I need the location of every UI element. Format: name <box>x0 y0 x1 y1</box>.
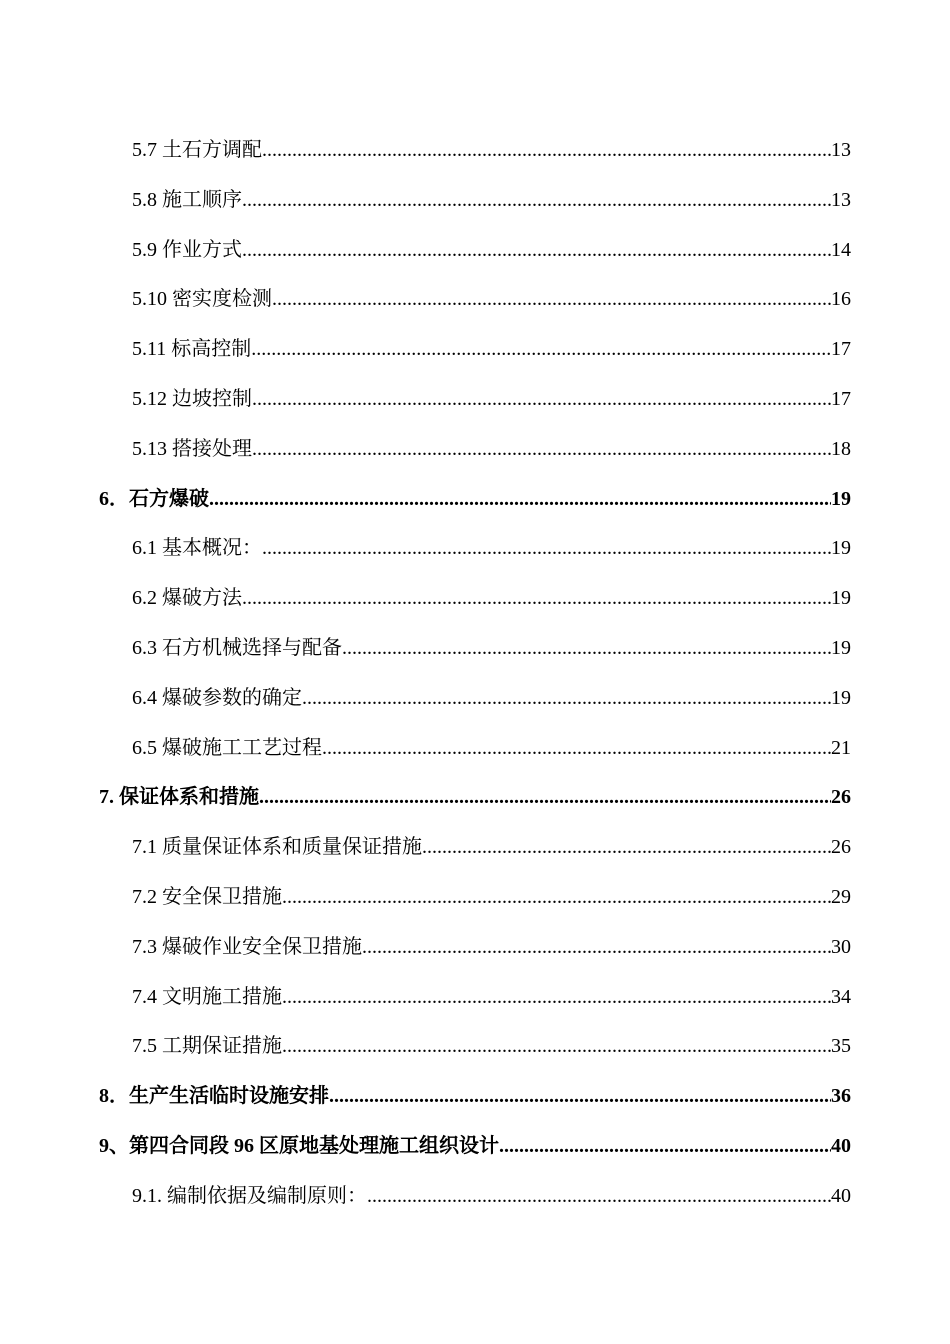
dot-leader <box>499 1122 831 1172</box>
toc-entry[interactable] <box>0 724 950 774</box>
toc-entry-page: 19 <box>831 686 851 709</box>
toc-entry-label: 6．石方爆破 <box>99 487 209 510</box>
toc-entry[interactable] <box>0 973 950 1023</box>
dot-leader <box>342 624 831 674</box>
toc-entry-page: 19 <box>831 487 851 510</box>
table-of-contents <box>0 126 950 1222</box>
dot-leader <box>242 574 831 624</box>
toc-entry-page: 40 <box>831 1184 851 1207</box>
dot-leader <box>322 724 831 774</box>
toc-entry[interactable] <box>0 923 950 973</box>
dot-leader <box>259 773 831 823</box>
toc-entry-page: 26 <box>831 786 851 809</box>
toc-chapter-entry[interactable] <box>0 475 950 525</box>
toc-entry-page: 19 <box>831 587 851 610</box>
toc-entry-label: 5.12 边坡控制 <box>132 387 252 410</box>
toc-entry-label: 6.1 基本概况： <box>132 537 262 560</box>
toc-entry-page: 18 <box>831 437 851 460</box>
dot-leader <box>367 1172 831 1222</box>
toc-entry-page: 19 <box>831 537 851 560</box>
toc-entry-label: 5.11 标高控制 <box>132 338 252 361</box>
toc-entry-label: 7.3 爆破作业安全保卫措施 <box>132 935 362 958</box>
toc-entry-page: 34 <box>831 985 851 1008</box>
toc-entry[interactable] <box>0 524 950 574</box>
toc-entry-page: 30 <box>831 935 851 958</box>
toc-entry-page: 13 <box>831 188 851 211</box>
toc-entry-page: 21 <box>831 736 851 759</box>
toc-entry-label: 7.4 文明施工措施 <box>132 985 282 1008</box>
dot-leader <box>282 973 831 1023</box>
dot-leader <box>209 475 831 525</box>
toc-entry[interactable] <box>0 1172 950 1222</box>
dot-leader <box>251 325 831 375</box>
toc-entry-label: 5.8 施工顺序 <box>132 188 242 211</box>
toc-entry[interactable] <box>0 425 950 475</box>
toc-entry[interactable] <box>0 126 950 176</box>
toc-entry-label: 7. 保证体系和措施 <box>99 786 259 809</box>
dot-leader <box>242 176 831 226</box>
toc-entry-label: 7.1 质量保证体系和质量保证措施 <box>132 836 422 859</box>
toc-chapter-entry[interactable] <box>0 1122 950 1172</box>
dot-leader <box>272 275 831 325</box>
toc-entry-label: 6.5 爆破施工工艺过程 <box>132 736 322 759</box>
toc-entry-page: 14 <box>831 238 851 261</box>
toc-entry[interactable] <box>0 674 950 724</box>
toc-entry-label: 6.4 爆破参数的确定 <box>132 686 302 709</box>
toc-entry[interactable] <box>0 624 950 674</box>
toc-entry-label: 8．生产生活临时设施安排 <box>99 1085 329 1108</box>
toc-entry-label: 6.3 石方机械选择与配备 <box>132 636 342 659</box>
toc-entry-label: 7.5 工期保证措施 <box>132 1035 282 1058</box>
toc-entry[interactable] <box>0 873 950 923</box>
toc-entry-page: 19 <box>831 636 851 659</box>
toc-entry-page: 26 <box>831 836 851 859</box>
toc-entry-label: 5.7 土石方调配 <box>132 139 262 161</box>
toc-entry[interactable] <box>0 176 950 226</box>
toc-entry-page: 40 <box>831 1134 851 1157</box>
toc-entry-label: 5.13 搭接处理 <box>132 437 252 460</box>
dot-leader <box>282 873 831 923</box>
dot-leader <box>282 1022 831 1072</box>
dot-leader <box>362 923 831 973</box>
dot-leader <box>262 126 831 176</box>
toc-entry-page: 35 <box>831 1035 851 1058</box>
toc-entry-label: 5.10 密实度检测 <box>132 288 272 311</box>
dot-leader <box>422 823 831 873</box>
toc-entry[interactable] <box>0 226 950 276</box>
toc-entry[interactable] <box>0 574 950 624</box>
toc-entry-page: 17 <box>831 338 851 361</box>
dot-leader <box>242 226 831 276</box>
toc-entry-label: 9.1. 编制依据及编制原则： <box>132 1184 367 1207</box>
toc-entry-label: 7.2 安全保卫措施 <box>132 885 282 908</box>
dot-leader <box>302 674 831 724</box>
toc-chapter-entry[interactable] <box>0 1072 950 1122</box>
toc-entry-label: 5.9 作业方式 <box>132 238 242 261</box>
toc-chapter-entry[interactable] <box>0 773 950 823</box>
toc-entry-page: 17 <box>831 387 851 410</box>
toc-entry[interactable] <box>0 275 950 325</box>
toc-entry[interactable] <box>0 375 950 425</box>
toc-entry-page: 36 <box>831 1085 851 1108</box>
toc-entry-page: 29 <box>831 885 851 908</box>
toc-entry-label: 6.2 爆破方法 <box>132 587 242 610</box>
toc-entry[interactable] <box>0 1022 950 1072</box>
toc-entry[interactable] <box>0 325 950 375</box>
dot-leader <box>252 375 831 425</box>
dot-leader <box>252 425 831 475</box>
toc-entry[interactable] <box>0 823 950 873</box>
toc-entry-label: 9、第四合同段 96 区原地基处理施工组织设计 <box>99 1134 499 1157</box>
toc-entry-page: 16 <box>831 288 851 311</box>
dot-leader <box>262 524 831 574</box>
dot-leader <box>329 1072 831 1122</box>
toc-entry-page: 13 <box>831 139 851 161</box>
